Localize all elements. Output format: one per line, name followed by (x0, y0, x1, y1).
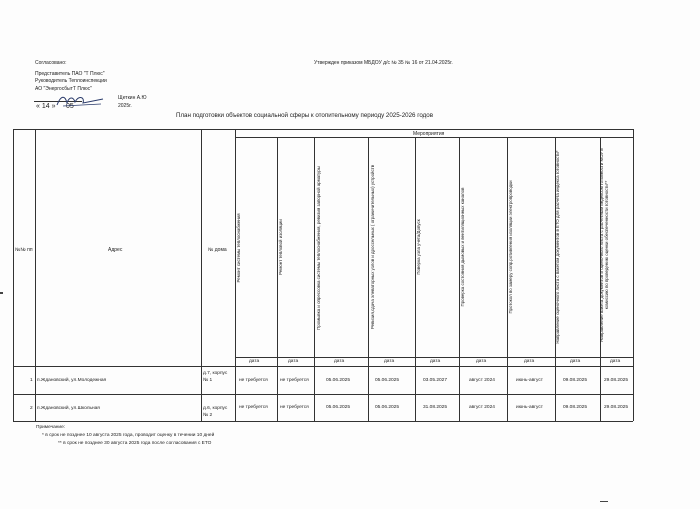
signatory-name: Щеткин А.Ю (118, 95, 147, 101)
company-line: АО "ЭнергосбытТ Плюс" (35, 86, 92, 92)
row-value: 29.08.2025 (604, 405, 629, 410)
row-value: 05.06.2025 (326, 378, 351, 383)
footnote-1: * в срок не позднее 10 августа 2025 года, проводит оценку в течении 10 дней (42, 433, 215, 438)
row-value: 09.08.2025 (563, 405, 588, 410)
row-value: 29.08.2025 (604, 378, 629, 383)
agreed-label: Согласовано: (35, 60, 67, 66)
row-value: июнь-август (516, 378, 543, 383)
head-of-inspection-line: Руководитель Теплоинспекции (35, 78, 107, 84)
row-value: 09.08.2025 (563, 378, 588, 383)
date-label: дата (430, 359, 441, 364)
document-title: План подготовки объектов социальной сферы к отопительному периоду 2025-2026 годов (176, 112, 433, 119)
measure-insulation-protocol: Протокол по замеру сопр.ротивления изоляции электропроводки (508, 180, 513, 314)
row-value: август 2024 (469, 405, 495, 410)
date-label: дата (570, 359, 581, 364)
scan-artifact (0, 292, 3, 294)
date-label: дата (249, 359, 260, 364)
col-number-header: №№ пп (15, 247, 33, 253)
signature-date-day: « 14 » (36, 103, 56, 110)
approval-order-line: Утвержден приказом МБДОУ д/с № 35 № 16 от 21.04.2025г. (314, 60, 453, 66)
representative-line: Представитель ПАО "Т Плюс" (35, 71, 105, 77)
row-address: п.Ждановский, ул.Молодежная (37, 378, 107, 383)
plan-table (13, 129, 633, 421)
row-value: июнь-август (516, 405, 543, 410)
handwritten-signature (53, 93, 113, 109)
row-value: 31.08.2025 (423, 405, 448, 410)
date-label: дата (288, 359, 299, 364)
row-address: п.Ждановский, ул.Школьная (37, 406, 100, 411)
measure-commission-package: Направление пакета документов и оценочного листа с расчетным индексом готовности МОУ в комиссию по проведению оценки обеспеченности готовности** (599, 148, 609, 342)
date-label: дата (334, 359, 345, 364)
row-value: не требуется (239, 405, 268, 410)
row-number: 1 (30, 378, 33, 383)
row-value: не требуется (239, 378, 268, 383)
row-value: 05.06.2025 (375, 378, 400, 383)
signature-date-month: 05 (66, 103, 74, 110)
row-value: 05.06.2025 (375, 405, 400, 410)
measure-readiness-sheet: Направление оценочного листа с пакетом документов в ЕТО для расчета индекса готовности* (555, 150, 560, 344)
date-label: дата (610, 359, 621, 364)
measure-insulation-repair: Ремонт тепловой изоляции (278, 219, 283, 275)
measure-meter-verification: Поверка узла учета/Допуск (416, 219, 421, 275)
footnote-2: ** в срок не позднее 30 августа 2025 года после согласования с ЕТО (58, 441, 212, 446)
row-house-line1: д.7, корпус (203, 371, 228, 376)
measure-flushing: Промывка и опрессовка системы теплоснабжения, ревизия запорной арматуры (316, 166, 321, 330)
date-label: дата (524, 359, 535, 364)
row-value: 03.05.2027 (423, 378, 448, 383)
col-address-header: Адрес (108, 247, 123, 253)
date-label: дата (476, 359, 487, 364)
row-value: август 2024 (469, 378, 495, 383)
notes-label: Примечание: (36, 425, 66, 430)
date-label: дата (384, 359, 395, 364)
signature-year: 2025г. (118, 103, 132, 109)
measure-elevator-audit: Ревизия,сдача элеваторных узлов и дроссельных ( ограничительных) устройств (370, 164, 375, 330)
row-house-line1: д.6, корпус (203, 406, 228, 411)
row-value: не требуется (280, 405, 309, 410)
measures-header: Мероприятия (413, 130, 445, 137)
measure-heating-repair: Ремонт системы теплоснабжения (236, 213, 241, 283)
row-house-line2: № 2 (203, 413, 213, 418)
measure-chimney-check: Проверка состояния дымовых и вентиляционных каналов (460, 187, 465, 307)
col-house-header: № дома (208, 247, 227, 253)
row-value: 05.06.2025 (326, 405, 351, 410)
row-number: 2 (30, 406, 33, 411)
row-house-line2: № 1 (203, 378, 213, 383)
row-value: не требуется (280, 378, 309, 383)
scan-artifact (600, 501, 608, 502)
